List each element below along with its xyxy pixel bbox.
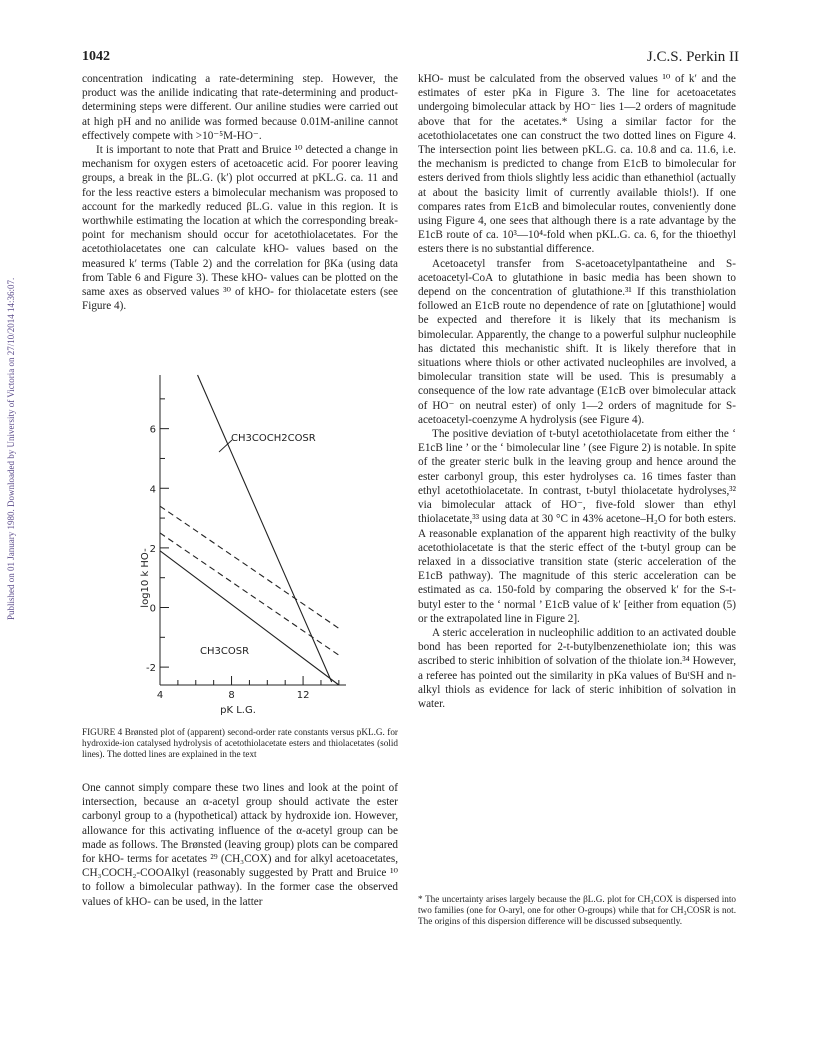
series-line-1 (160, 551, 339, 685)
y-tick-label: 6 (149, 424, 156, 436)
x-axis-label: pK L.G. (220, 705, 256, 716)
y-tick-label: 4 (149, 484, 156, 496)
download-notice: Published on 01 January 1980. Downloaded by University of Victoria on 27/10/2014 14:36:07. (6, 277, 16, 620)
series-label-thiolacetate: CH3COSR (200, 646, 250, 657)
dotted-line-3 (160, 506, 339, 628)
journal-title: J.C.S. Perkin II (646, 49, 739, 65)
left-column-top (82, 72, 398, 313)
x-tick-label: 8 (228, 690, 235, 701)
paragraph: kHO- must be calculated from the observed values ¹⁰ of k′ and the estimates of ester pKa in Figure 3. The line for acetoacetates undergoing bimolecular attack by HO⁻ lies 1—2 orders of magnitude above that for the acetates.* Using a similar factor for the acetothiolacetates one can construct the two dotted lines on Figure 4. The intersection point lies between pKL.G. ca. 10.8 and ca. 11.6, i.e. the mechanism is predicted to change from E1cB to bimolecular for esters derived from thiols slightly less acidic than ethanethiol (actually at about the basicity limit of currently available thiols!). If one compares rates from E1cB and bimolecular routes, conveniently done using Figure 4, one sees that although there is a rate advantage by the E1cB route of ca. 10³—10⁴-fold when pKL.G. ca. 6, for the thioethyl esters there is no substantial difference. (418, 73, 736, 256)
paragraph: The positive deviation of t-butyl acetothiolacetate from either the ‘ E1cB line ’ or the ‘ bimolecular line ’ (see Figure 2) is notable. In spite of the greater steric bulk in the leaving group and hence around the ester carbonyl group, this ester hydrolyses ca. 16 times faster than ethyl acetothiolacetate. In contrast, t-butyl thiolacetate hydrolyses,³² via bimolecular attack of HO⁻, five-fold slower than ethyl thiolacetate,³³ using data at 30 °C in 43% acetone–H₂O for both esters. A reasonable explanation of the apparent high reactivity of the bulky acetothiolacetate is that the steric effect of the t-butyl group can be relaxed in a dissociative transition state (steric acceleration of the E1cB pathway). The magnitude of this steric acceleration can be estimated as ca. 150-fold by comparing the observed k′ for the S-t-butyl ester to the ‘ normal ’ E1cB value of k′ [either from equation (5) or the extrapolated line in Figure 2]. (418, 428, 736, 625)
footnote: * The uncertainty arises largely because the βL.G. plot for CH₃COX is dispersed into two families (one for O-aryl, one for other O-groups) while that for CH₃COSR is not. The origins of this dispersion difference will be discussed subsequently. (418, 894, 736, 926)
left-column-bottom (82, 781, 398, 909)
page-number: 1042 (82, 49, 110, 64)
y-tick-label: 2 (149, 543, 156, 555)
x-tick-label: 12 (296, 690, 310, 701)
chart-lines (160, 375, 339, 685)
y-axis-label: log10 k HO- (140, 548, 151, 608)
download-watermark (0, 150, 22, 650)
paragraph: concentration indicating a rate-determining step. However, the product was the anilide indicating that rate-determining and product-determining steps were different. Our aniline studies were carried out at high pH and no anilide was formed because 0.01M-aniline cannot effectively compete with >10⁻⁵M-HO⁻. (82, 73, 398, 142)
figure-4-bronsted-plot (128, 370, 378, 725)
paragraph: One cannot simply compare these two lines and look at the point of intersection, because an α-acetyl group should activate the ester carbonyl group to a (hypothetical) attack by hydroxide ion. However, allowance for this activating influence of the α-acetyl group can be made as follows. The Brønsted (leaving group) plots can be compared for kHO- terms for acetates ²⁹ (CH₃COX) and for alkyl acetoacetates, CH₃COCH₂-COOAlkyl (reasonably suggested by Pratt and Bruice ¹⁰ to follow a bimolecular pathway). In the former case the observed values of kHO- can be used, in the latter (82, 782, 398, 908)
dotted-line-2 (160, 533, 339, 655)
x-tick-label: 4 (156, 690, 164, 701)
y-tick-label: -2 (146, 663, 156, 675)
y-tick-label: 0 (149, 603, 156, 615)
paragraph: Acetoacetyl transfer from S-acetoacetylpantatheine and S-acetoacetyl-CoA to glutathione in basic media has been shown to depend on the concentration of glutathione.³¹ If this transthiolation followed an E1cB route no dependence of rate on [glutathione] would be expected and therefore it is likely that its mechanism is bimolecular. Apparently, the change to a powerful sulphur nucleophile has dictated this mechanistic shift. It is likely therefore that in situations where thiols or other activated nucleophiles are involved, a bimolecular transition state will be used. This is presumably a consequence of the low rate advantage (E1cB over bimolecular attack of HO⁻ on neutral ester) of only 1—2 orders of magnitude for S-acetoacetyl-coenzyme A hydrolysis (see Figure 4). (418, 257, 736, 426)
series-label-acetothiolacetate: CH3COCH2COSR (231, 433, 316, 444)
paragraph: A steric acceleration in nucleophilic addition to an activated double bond has been reported for 2-t-butylbenzenethiolate ion; this was ascribed to steric inhibition of solvation of the thiolate ion.³⁴ However, a referee has pointed out the similarity in pKa values of BuᵗSH and n-alkyl thiols as evidence for lack of steric inhibition of solvation in water. (418, 626, 736, 710)
right-column (418, 72, 736, 711)
figure-caption: FIGURE 4 Brønsted plot of (apparent) second-order rate constants versus pKL.G. for hydroxide-ion catalysed hydrolysis of acetothiolacetate esters and thiolacetates (solid lines). The dotted lines are explained in the text (82, 727, 398, 759)
paragraph: It is important to note that Pratt and Bruice ¹⁰ detected a change in mechanism for oxygen esters of acetoacetic acid. For poorer leaving groups, a break in the βL.G. (k′) plot occurred at pKL.G. ca. 11 and for the less reactive esters a bimolecular mechanism was proposed to account for the markedly reduced βL.G. value in this region. It is worthwhile estimating the location at which the corresponding break-point for mechanism should occur for acetothiolacetates. For the acetothiolacetates one can calculate kHO- values based on the measured k′ terms (Table 2) and the correlation for βKa (using data from Table 6 and Figure 3). These kHO- values can be plotted on the same axes as observed values ³⁰ of kHO- for thiolacetate esters (see Figure 4). (82, 144, 398, 313)
